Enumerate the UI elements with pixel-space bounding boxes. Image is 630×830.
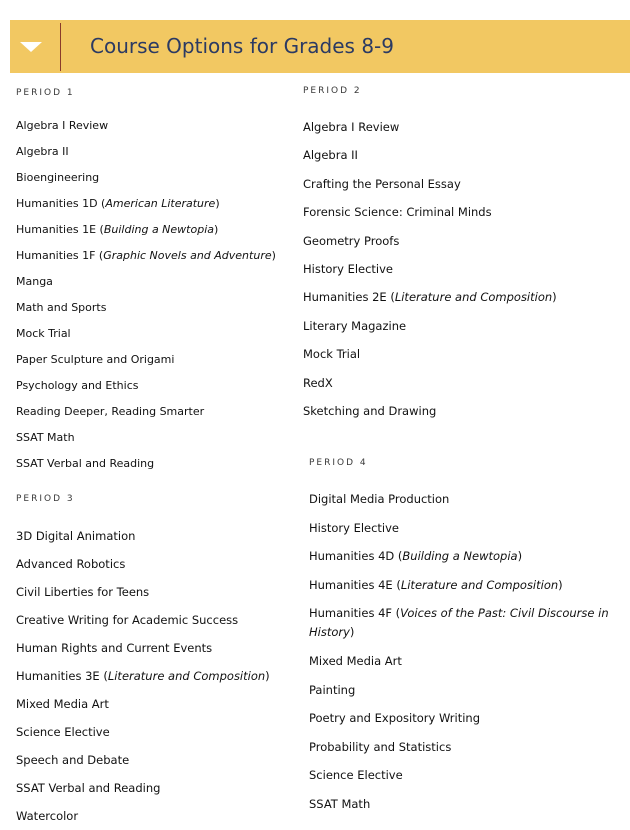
course-name: Science Elective (16, 725, 110, 739)
course-item[interactable] (303, 177, 557, 205)
course-item[interactable] (303, 319, 557, 347)
course-name: SSAT Verbal and Reading (16, 781, 161, 795)
course-options-header[interactable] (10, 20, 630, 73)
period-1-course-list (16, 119, 276, 483)
course-item[interactable] (16, 223, 276, 249)
course-name: Watercolor (16, 809, 79, 823)
period-3-course-list (16, 529, 270, 830)
course-item[interactable] (16, 119, 276, 145)
course-name: Paper Sculpture and Origami (16, 353, 175, 366)
course-item[interactable] (16, 431, 276, 457)
course-item[interactable] (16, 457, 276, 483)
course-name: Algebra I Review (16, 119, 109, 132)
course-suffix: ) (558, 577, 563, 592)
course-item[interactable] (16, 809, 270, 830)
course-suffix: ) (215, 197, 220, 210)
course-item[interactable] (16, 379, 276, 405)
course-item[interactable] (309, 709, 627, 728)
course-name: Reading Deeper, Reading Smarter (16, 405, 205, 418)
page-title: Course Options for Grades 8-9 (90, 34, 394, 58)
course-name: Humanities 2E ( (303, 290, 395, 305)
period-1-heading: PERIOD 1 (16, 88, 75, 98)
course-item[interactable] (16, 145, 276, 171)
course-item[interactable] (16, 405, 276, 431)
course-item[interactable] (16, 697, 270, 725)
course-name: History Elective (303, 261, 394, 276)
period-4-course-list (309, 490, 627, 824)
course-name: Probability and Statistics (309, 739, 452, 754)
course-name: Creative Writing for Academic Success (16, 613, 239, 627)
course-name: Humanities 1D ( (16, 197, 106, 210)
course-name: Crafting the Personal Essay (303, 176, 461, 191)
course-name: Algebra I Review (303, 120, 400, 134)
course-item[interactable] (16, 197, 276, 223)
course-item[interactable] (309, 766, 627, 785)
course-item[interactable] (16, 249, 276, 275)
course-item[interactable] (16, 725, 270, 753)
course-name: Humanities 4D ( (309, 549, 403, 564)
course-suffix: ) (265, 669, 270, 683)
course-name: Geometry Proofs (303, 233, 400, 248)
course-item[interactable] (16, 781, 270, 809)
course-name: Mixed Media Art (16, 697, 109, 711)
course-item[interactable] (16, 301, 276, 327)
course-name: Science Elective (309, 768, 403, 783)
course-subtitle: American Literature (105, 197, 216, 210)
course-name: Psychology and Ethics (16, 379, 139, 392)
course-item[interactable] (309, 681, 627, 700)
course-item[interactable] (309, 795, 627, 814)
course-item[interactable] (16, 353, 276, 379)
course-name: Digital Media Production (309, 492, 450, 506)
period-3-heading: PERIOD 3 (16, 494, 75, 504)
course-name: 3D Digital Animation (16, 529, 136, 543)
course-item[interactable] (16, 171, 276, 197)
course-item[interactable] (16, 753, 270, 781)
course-item[interactable] (16, 585, 270, 613)
course-name: Mixed Media Art (309, 653, 402, 668)
course-item[interactable] (16, 557, 270, 585)
course-item[interactable] (309, 576, 627, 595)
course-name: SSAT Verbal and Reading (16, 457, 155, 470)
course-item[interactable] (309, 519, 627, 538)
course-name: Humanities 4E ( (309, 577, 401, 592)
course-item[interactable] (309, 490, 627, 509)
course-name: RedX (303, 375, 333, 390)
course-name: SSAT Math (16, 431, 75, 444)
course-subtitle: Building a Newtopia (402, 549, 518, 564)
course-subtitle: Voices of the Past: Civil Discourse in History (309, 606, 609, 640)
course-item[interactable] (303, 148, 557, 176)
course-name: Human Rights and Current Events (16, 641, 213, 655)
course-item[interactable] (303, 290, 557, 318)
course-suffix: ) (552, 290, 557, 305)
course-name: Poetry and Expository Writing (309, 711, 481, 726)
course-item[interactable] (303, 347, 557, 375)
course-item[interactable] (303, 376, 557, 404)
course-subtitle: Literature and Composition (107, 669, 266, 683)
accordion-toggle[interactable] (10, 20, 60, 73)
course-name: Speech and Debate (16, 753, 130, 767)
course-suffix: ) (517, 549, 523, 564)
course-subtitle: Literature and Composition (394, 290, 553, 305)
course-name: Painting (309, 682, 356, 697)
course-item[interactable] (16, 613, 270, 641)
course-name: Humanities 1F ( (16, 249, 104, 262)
course-item[interactable] (303, 234, 557, 262)
course-name: Math and Sports (16, 301, 107, 314)
header-divider (60, 23, 61, 71)
course-name: Mock Trial (16, 327, 71, 340)
course-item[interactable] (16, 327, 276, 353)
course-suffix: ) (214, 223, 219, 236)
period-4-heading: PERIOD 4 (309, 458, 368, 468)
course-item[interactable] (303, 262, 557, 290)
course-item[interactable] (16, 275, 276, 301)
course-name: Literary Magazine (303, 318, 407, 333)
course-name: Civil Liberties for Teens (16, 585, 150, 599)
course-name: Humanities 4F ( (309, 606, 401, 621)
course-name: Mock Trial (303, 347, 361, 362)
course-item[interactable] (303, 120, 557, 148)
course-name: Algebra II (16, 145, 69, 158)
course-item[interactable] (309, 652, 627, 671)
course-name: Forensic Science: Criminal Minds (303, 205, 492, 220)
course-name: Sketching and Drawing (303, 403, 437, 418)
triangle-down-icon (20, 42, 42, 52)
period-2-course-list (303, 120, 557, 432)
course-name: History Elective (309, 520, 400, 535)
course-subtitle: Building a Newtopia (103, 223, 214, 236)
course-item[interactable] (309, 738, 627, 757)
course-name: Humanities 3E ( (16, 669, 108, 683)
course-subtitle: Literature and Composition (400, 577, 559, 592)
course-subtitle: Graphic Novels and Adventure (103, 249, 272, 262)
course-name: Manga (16, 275, 53, 288)
course-suffix: ) (349, 625, 355, 640)
course-item[interactable] (309, 604, 627, 642)
course-item[interactable] (16, 669, 270, 697)
period-2-heading: PERIOD 2 (303, 86, 362, 96)
course-item[interactable] (16, 529, 270, 557)
course-name: SSAT Math (309, 796, 371, 811)
course-name: Humanities 1E ( (16, 223, 104, 236)
course-item[interactable] (309, 547, 627, 566)
course-name: Advanced Robotics (16, 557, 126, 571)
course-suffix: ) (271, 249, 276, 262)
course-item[interactable] (16, 641, 270, 669)
course-item[interactable] (303, 404, 557, 432)
course-name: Bioengineering (16, 171, 100, 184)
course-name: Algebra II (303, 148, 358, 163)
course-item[interactable] (303, 205, 557, 233)
